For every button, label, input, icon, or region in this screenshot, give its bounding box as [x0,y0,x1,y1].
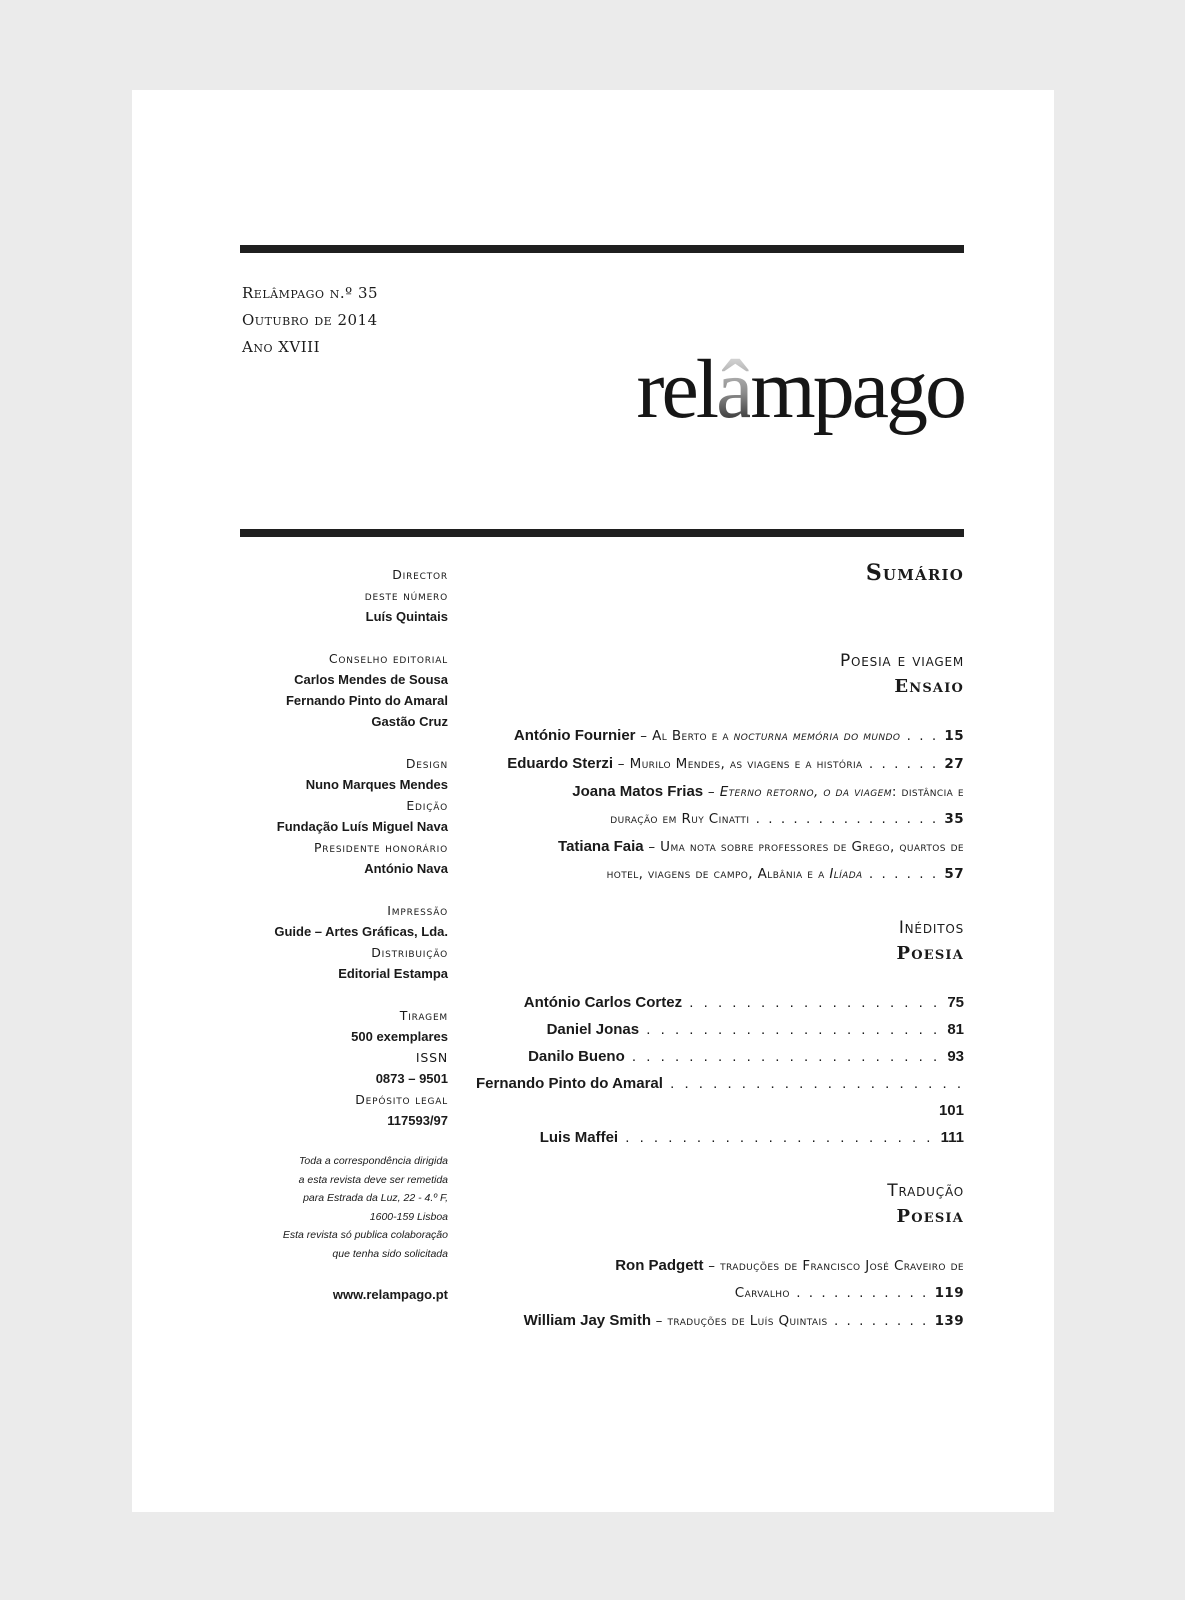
leader-dots: . . . . . . [862,756,945,772]
director-label-2: deste número [364,588,448,603]
toc-entry[interactable] [464,1252,964,1307]
entry-author: António Fournier [513,727,636,744]
page-number: 139 [934,1313,964,1329]
page-number: 15 [944,728,964,744]
leader-dots: . . . . . . . . . . . . . . . . . . [682,994,948,1011]
toc-entry[interactable] [464,722,964,750]
leader-dots: . . . . . . . . . . . . . . . . . . . . . . [624,1048,948,1065]
entry-title: : distância e [891,784,964,800]
poet-name: Danilo Bueno [528,1048,625,1065]
leader-dots: . . . . . . . . [827,1313,935,1329]
entry-title: Carvalho [734,1285,790,1301]
section-subtitle: Tradução [887,1181,964,1201]
conselho-label: Conselho editorial [328,651,448,666]
section-title: Poesia [896,943,964,964]
note-line: que tenha sido solicitada [332,1247,448,1260]
design-label: Design [405,756,448,771]
note-line: 1600-159 Lisboa [369,1210,448,1223]
entry-sep: – [643,839,661,855]
correspondence-note [232,1152,448,1263]
note-line: Toda a correspondência dirigida [298,1155,448,1167]
conselho-member: Gastão Cruz [371,714,448,729]
leader-dots: . . . [900,728,945,744]
leader-dots: . . . . . . . . . . . . . . . [749,811,945,827]
page-number: 119 [934,1285,964,1301]
middle-rule [240,529,964,537]
entry-title: traduções de Luís Quintais [667,1313,828,1329]
conselho-member: Fernando Pinto do Amaral [285,693,448,708]
relampago-logo [636,343,964,436]
design-name: Nuno Marques Mendes [305,777,448,792]
poet-name: Daniel Jonas [546,1021,640,1038]
deposito-label: Depósito legal [355,1092,448,1107]
leader-dots: . . . . . . [862,866,945,882]
entry-title: Al Berto e a [652,728,734,744]
entry-author: Ron Padgett [615,1257,704,1274]
logo-text-end: mpago [750,343,964,436]
note-line: Esta revista só publica colaboração [282,1229,448,1241]
entry-title: hotel, viagens de campo, Albânia e a [606,866,830,882]
entry-title-italic: Eterno retorno, o da viagem [719,784,892,800]
leader-dots: . . . . . . . . . . . . . . . . . . . . . [662,1075,964,1092]
presidente-label: Presidente honorário [313,840,448,855]
page-number: 111 [940,1129,964,1146]
toc-entry[interactable] [464,778,964,833]
edicao-name: Fundação Luís Miguel Nava [276,819,448,834]
entry-author: Eduardo Sterzi [507,755,614,772]
section-title: Ensaio [894,676,964,697]
issue-number: Relâmpago n.º 35 [242,284,379,302]
page-number: 57 [944,866,964,882]
entry-title: duração em Ruy Cinatti [610,811,750,827]
edicao-label: Edição [406,798,448,813]
entry-title: traduções de Francisco José Craveiro de [720,1258,964,1274]
toc-entry[interactable] [464,750,964,778]
director-label: Director [392,567,448,582]
issue-year: Ano XVIII [242,338,321,356]
issue-date: Outubro de 2014 [242,311,378,329]
magazine-page [132,90,1054,1512]
distribuicao-name: Editorial Estampa [338,966,448,981]
entry-author: Tatiana Faia [558,838,644,855]
poet-name: Luis Maffei [539,1129,619,1146]
director-name: Luís Quintais [365,609,448,624]
page-number: 81 [947,1021,964,1038]
toc-title: Sumário [865,560,964,586]
issn-label: ISSN [415,1050,448,1065]
entry-title: Uma nota sobre professores de Grego, quartos de [660,839,964,855]
page-number: 93 [947,1048,964,1065]
logo-accent-letter: â [716,343,751,436]
top-rule [240,245,964,253]
table-of-contents [464,558,964,1362]
logo-text-start: rel [636,343,717,436]
issue-info [242,280,378,361]
page-number: 101 [938,1102,964,1119]
toc-entry[interactable] [464,1307,964,1335]
toc-entry[interactable] [464,1070,964,1124]
toc-entry[interactable] [464,1124,964,1151]
entry-sep: – [613,756,630,772]
tiragem-label: Tiragem [399,1008,448,1023]
essay-list [464,722,964,888]
impressao-label: Impressão [387,903,448,918]
entry-author: William Jay Smith [523,1312,651,1329]
entry-sep: – [635,728,653,744]
poet-list [464,989,964,1151]
note-line: a esta revista deve ser remetida [298,1173,448,1186]
issn-value: 0873 – 9501 [375,1071,448,1086]
leader-dots: . . . . . . . . . . . . . . . . . . . . . [639,1021,948,1038]
poet-name: António Carlos Cortez [523,994,683,1011]
note-line: para Estrada da Luz, 22 - 4.º F, [303,1192,448,1204]
credits-column [232,564,448,1305]
toc-entry[interactable] [464,1016,964,1043]
page-number: 27 [944,756,964,772]
section-subtitle: Inéditos [898,918,964,938]
section-title: Poesia [896,1206,964,1227]
impressao-name: Guide – Artes Gráficas, Lda. [274,924,448,939]
entry-sep: – [703,1258,721,1274]
entry-title: Murilo Mendes, as viagens e a história [629,756,863,772]
conselho-member: Carlos Mendes de Sousa [294,672,448,687]
page-number: 35 [944,811,964,827]
leader-dots: . . . . . . . . . . . [789,1285,935,1301]
entry-sep: – [650,1313,668,1329]
tiragem-value: 500 exemplares [351,1029,448,1044]
entry-title-italic: Ilíada [829,866,863,882]
section-subtitle: Poesia e viagem [839,651,964,671]
page-number: 75 [947,994,964,1011]
toc-entry[interactable] [464,833,964,888]
entry-author: Joana Matos Frias [572,783,704,800]
translation-list [464,1252,964,1335]
entry-sep: – [703,784,720,800]
distribuicao-label: Distribuição [371,945,448,960]
presidente-name: António Nava [364,861,448,876]
toc-entry[interactable] [464,989,964,1016]
website-link[interactable]: www.relampago.pt [332,1287,448,1302]
poet-name: Fernando Pinto do Amaral [475,1075,663,1092]
deposito-value: 117593/97 [387,1113,448,1128]
leader-dots: . . . . . . . . . . . . . . . . . . . . . . [618,1129,941,1146]
entry-title-italic: nocturna memória do mundo [733,728,901,744]
toc-entry[interactable] [464,1043,964,1070]
